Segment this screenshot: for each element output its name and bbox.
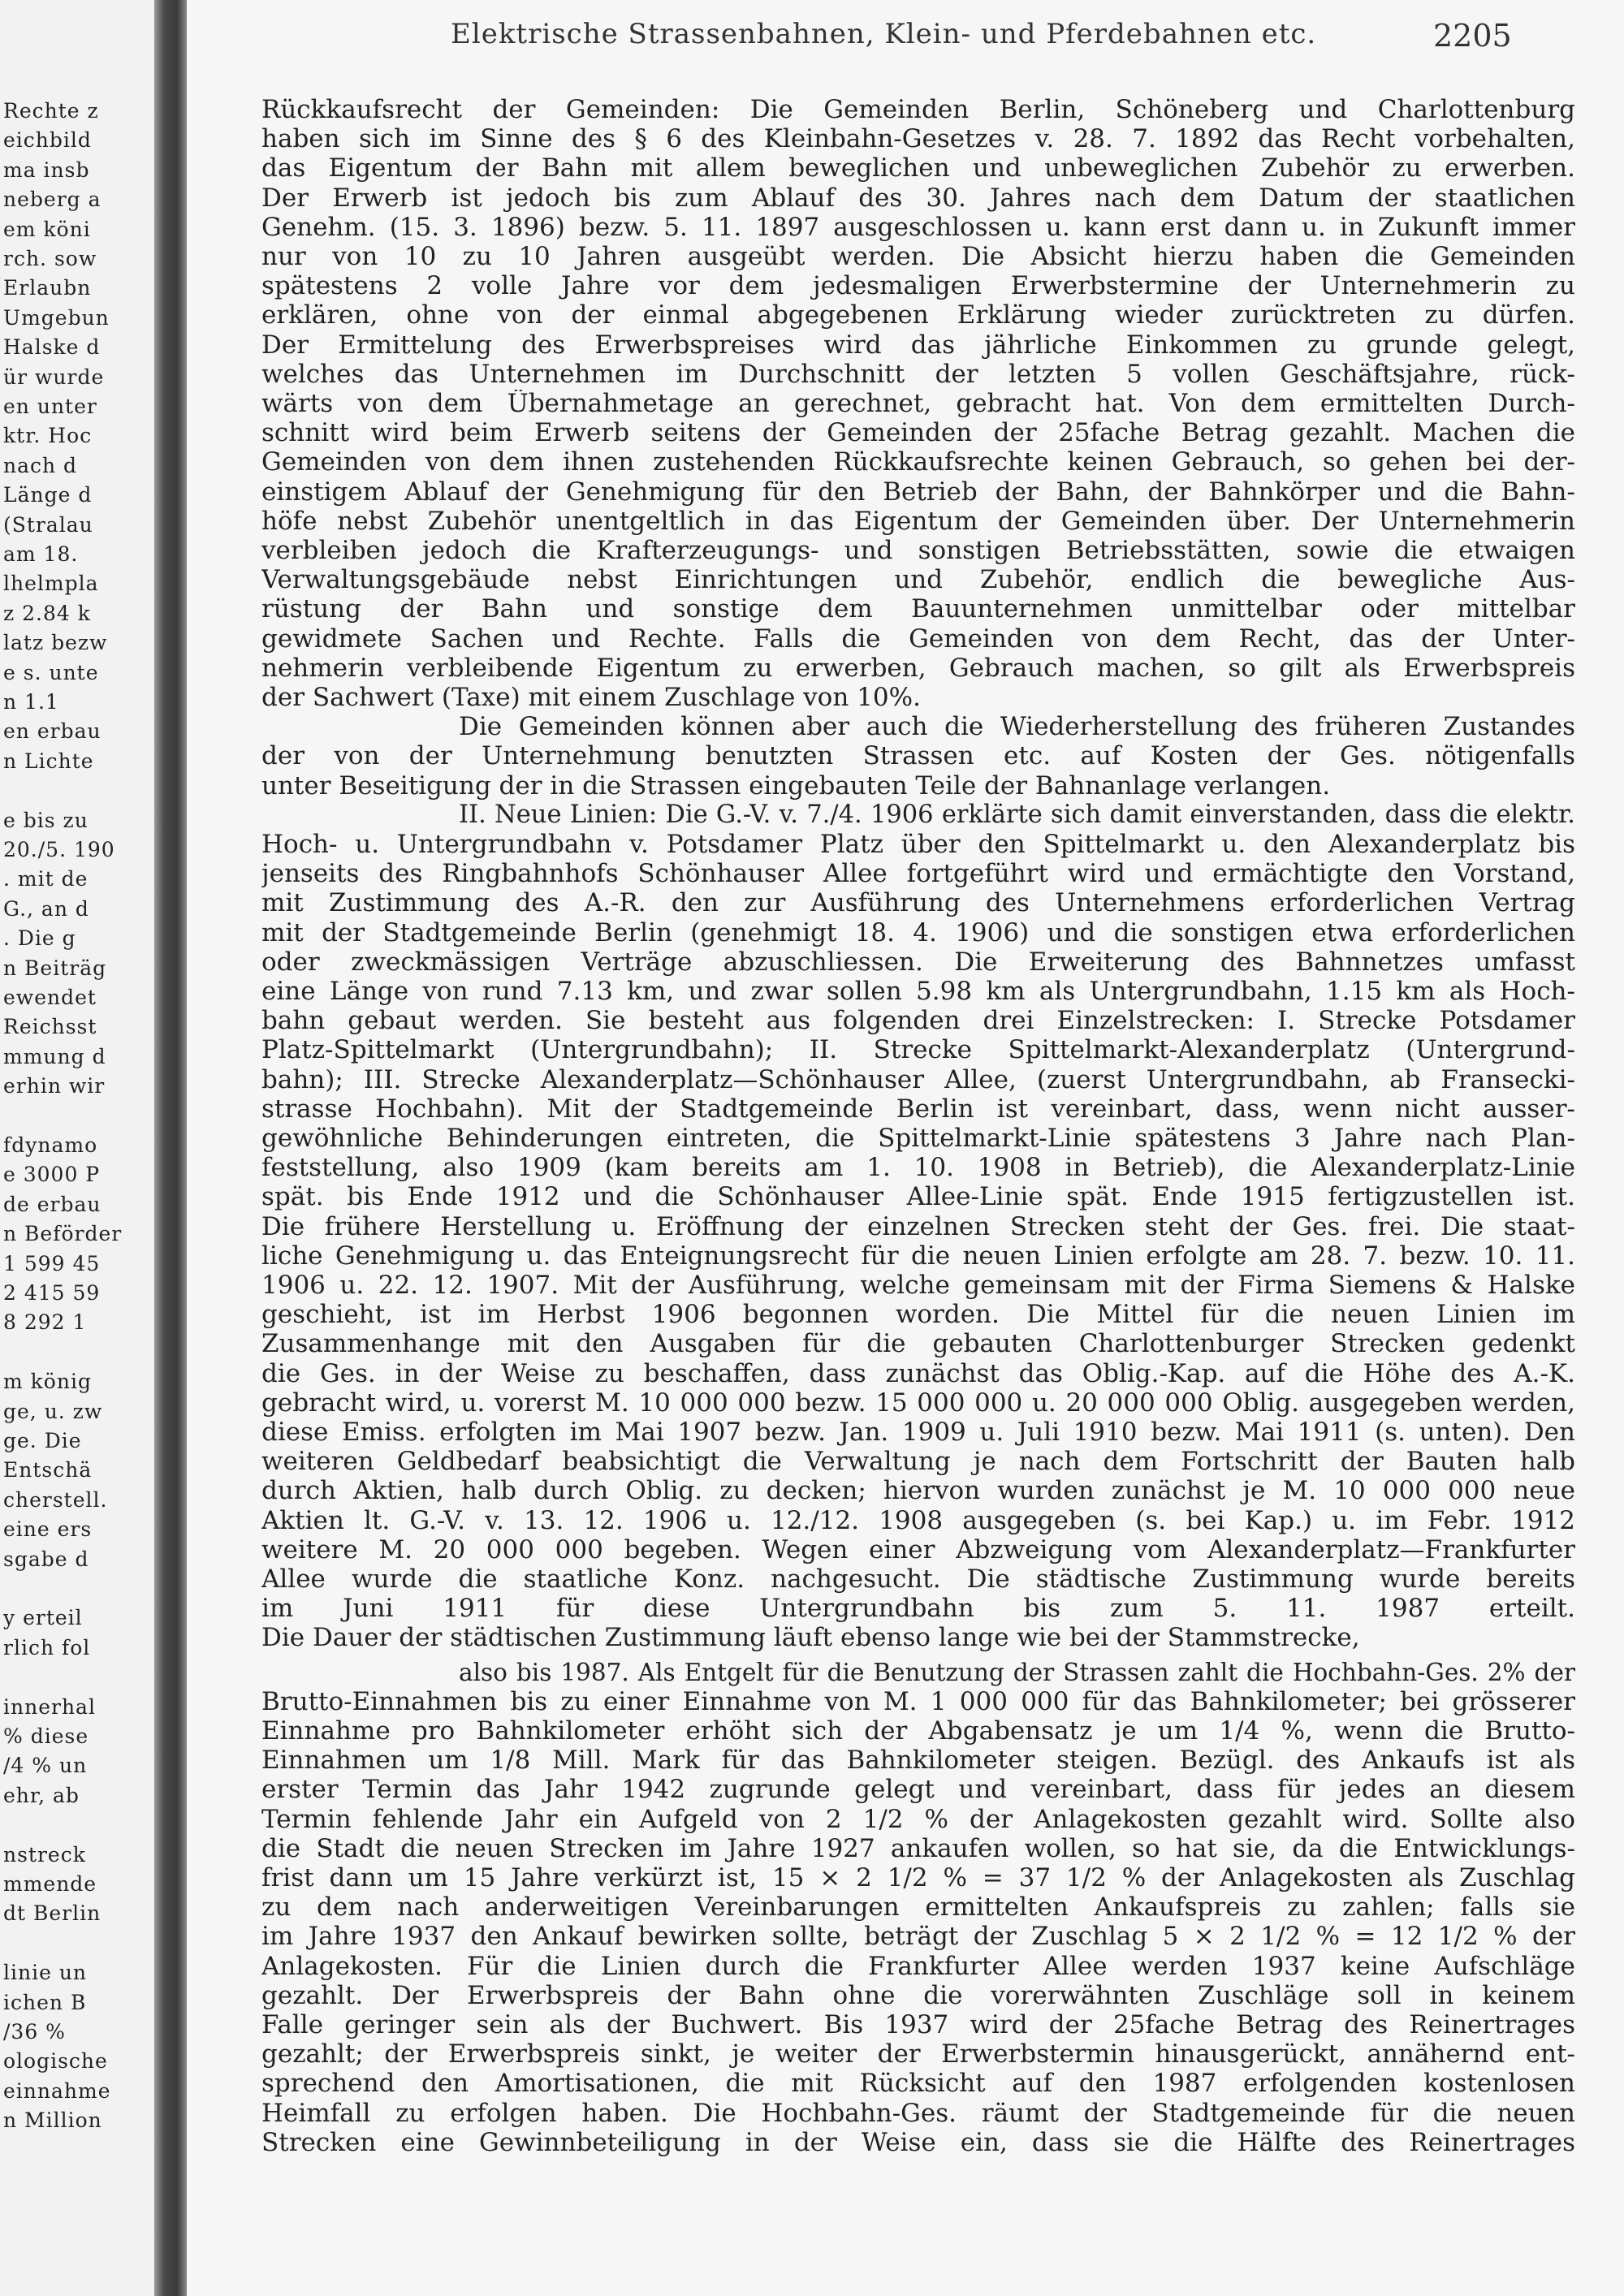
text-line: Die Gemeinden können aber auch die Wiederherstellung des früheren Zustandes: [459, 713, 1575, 741]
text-line: jenseits des Ringbahnhofs Schönhauser Allee fortgeführt wird und ermächtigte den Vorstand,: [261, 860, 1575, 888]
text-line: verbleiben jedoch die Krafterzeugungs- und sonstigen Betriebsstätten, sowie die etwaigen: [261, 537, 1575, 564]
left-page-fragment: fdynamo: [3, 1133, 98, 1157]
book-gutter: [154, 0, 187, 2296]
left-page-fragment: sgabe d: [3, 1547, 89, 1571]
text-line: im Juni 1911 für diese Untergrundbahn bis zum 5. 11. 1987 erteilt.: [261, 1595, 1575, 1623]
left-page-fragment: einnahme: [3, 2078, 111, 2103]
text-line: frist dann um 15 Jahre verkürzt ist, 15 × 2 1/2 % = 37 1/2 % der Anlagekosten als Zuschlag: [261, 1864, 1575, 1892]
left-page-fragment: n Beförder: [3, 1222, 123, 1246]
left-page-fragment: e s. unte: [3, 660, 99, 684]
left-page-fragment: Halske d: [3, 335, 101, 360]
left-page-fragment: ge, u. zw: [3, 1399, 103, 1423]
text-line: Der Erwerb ist jedoch bis zum Ablauf des 30. Jahres nach dem Datum der staatlichen: [261, 183, 1575, 212]
text-line: die Stadt die neuen Strecken im Jahre 1927 ankaufen wollen, so hat sie, da die Entwicklungs-: [261, 1834, 1575, 1862]
left-page-fragment: ologische: [3, 2049, 108, 2074]
left-page-fragment: G., an d: [3, 896, 89, 921]
text-line: feststellung, also 1909 (kam bereits am 1. 10. 1908 in Betrieb), die Alexanderplatz-Linie: [261, 1154, 1575, 1182]
left-page-fragment: % diese: [3, 1724, 89, 1748]
left-page-fragment: ehr, ab: [3, 1783, 80, 1807]
text-line: Hoch- u. Untergrundbahn v. Potsdamer Platz über den Spittelmarkt u. den Alexanderplatz bis: [261, 831, 1575, 858]
left-page-fragment: mmende: [3, 1872, 97, 1896]
text-line: durch Aktien, halb durch Oblig. zu decken; hiervon wurden zunächst je M. 10 000 000 neue: [261, 1477, 1575, 1505]
text-line: schnitt wird beim Erwerb seitens der Gemeinden der 25fache Betrag gezahlt. Machen die: [261, 419, 1575, 447]
text-line: erster Termin das Jahr 1942 zugrunde gelegt und vereinbart, dass für jedes an diesem: [261, 1776, 1575, 1804]
left-page-fragment: n Beiträg: [3, 956, 107, 980]
text-line: mit Zustimmung des A.-R. den zur Ausführung des Unternehmens erforderlichen Vertrag: [261, 889, 1575, 917]
left-page-fragment: ewendet: [3, 986, 97, 1009]
left-page-fragment: Rechte z: [3, 99, 99, 123]
text-line: der von der Unternehmung benutzten Strassen etc. auf Kosten der Ges. nötigenfalls: [261, 742, 1575, 770]
text-line: gezahlt; der Erwerbspreis sinkt, je weiter der Erwerbstermin hinausgerückt, annähernd ent-: [261, 2040, 1575, 2069]
text-line: Platz-Spittelmarkt (Untergrundbahn); II. Strecke Spittelmarkt-Alexanderplatz (Untergrund-: [261, 1036, 1575, 1064]
left-page-fragment: lhelmpla: [3, 572, 99, 596]
left-page-fragment: nstreck: [3, 1842, 86, 1867]
text-line: diese Emiss. erfolgten im Mai 1907 bezw. Jan. 1909 u. Juli 1910 bezw. Mai 1911 (s. unten). Den: [261, 1418, 1575, 1446]
text-line: Genehm. (15. 3. 1896) bezw. 5. 11. 1897 ausgeschlossen u. kann erst dann u. in Zukunft immer: [261, 213, 1575, 241]
left-page-fragment: ge. Die: [3, 1429, 82, 1452]
left-page-fragment: ktr. Hoc: [3, 424, 93, 448]
left-page-fragment: en erbau: [3, 719, 102, 744]
text-line: weiteren Geldbedarf beabsichtigt die Verwaltung je nach dem Fortschritt der Bauten halb: [261, 1448, 1575, 1476]
left-page-fragment: n 1.1: [3, 690, 59, 714]
left-page-fragment: eine ers: [3, 1517, 93, 1542]
left-page-fragment: Reichsst: [3, 1015, 97, 1039]
left-page-fragment: y erteil: [3, 1606, 83, 1630]
text-line: sprechend den Amortisationen, die mit Rücksicht auf den 1987 erfolgenden kostenlosen: [261, 2069, 1575, 2098]
left-page-fragment: dt Berlin: [3, 1901, 102, 1926]
left-page-fragment: am 18.: [3, 542, 79, 566]
text-line: Die Dauer der städtischen Zustimmung läuft ebenso lange wie bei der Stammstrecke,: [261, 1624, 1360, 1652]
left-page-fragment: em köni: [3, 217, 91, 241]
left-page-fragment: latz bezw: [3, 631, 108, 655]
left-page-fragment: innerhal: [3, 1694, 96, 1719]
text-line: Die frühere Herstellung u. Eröffnung der einzelnen Strecken steht der Ges. frei. Die staat-: [261, 1212, 1575, 1241]
text-line: rüstung der Bahn und sonstige dem Bauunternehmen unmittelbar oder mittelbar: [261, 595, 1575, 624]
text-line: mit der Stadtgemeinde Berlin (genehmigt 18. 4. 1906) und die sonstigen etwa erforderlichen: [261, 918, 1575, 947]
page-number: 2205: [1433, 18, 1512, 54]
text-line: Zusammenhange mit den Ausgaben für die gebauten Charlottenburger Strecken gedenkt: [261, 1330, 1575, 1358]
left-page-fragment: nach d: [3, 453, 78, 477]
left-page-fragment: z 2.84 k: [3, 601, 91, 625]
text-line: Allee wurde die staatliche Konz. nachgesucht. Die städtische Zustimmung wurde bereits: [261, 1565, 1575, 1593]
left-page-fragment: 20./5. 190: [3, 838, 115, 861]
left-page-fragment: Erlaubn: [3, 276, 92, 300]
text-line: spätestens 2 volle Jahre vor dem jedesmaligen Erwerbstermine der Unternehmerin zu: [261, 272, 1575, 300]
text-line: das Eigentum der Bahn mit allem beweglichen und unbeweglichen Zubehör zu erwerben.: [261, 154, 1575, 183]
text-line: Gemeinden von dem ihnen zustehenden Rückkaufsrechte keinen Gebrauch, so gehen bei der-: [261, 448, 1575, 477]
left-page-fragment: 8 292 1: [3, 1310, 87, 1335]
left-page-fragment: e 3000 P: [3, 1163, 101, 1187]
text-line: Termin fehlende Jahr ein Aufgeld von 2 1/2 % der Anlagekosten gezahlt wird. Sollte also: [261, 1805, 1575, 1833]
text-line: nur von 10 zu 10 Jahren ausgeübt werden. Die Absicht hierzu haben die Gemeinden: [261, 243, 1575, 270]
left-page-fragment: m könig: [3, 1370, 92, 1394]
text-line: welches das Unternehmen im Durchschnitt der letzten 5 vollen Geschäftsjahre, rück-: [261, 360, 1575, 388]
left-page-fragment: 2 415 59: [3, 1281, 101, 1305]
text-line: Anlagekosten. Für die Linien durch die Frankfurter Allee werden 1937 keine Aufschläge: [261, 1952, 1575, 1980]
left-page-fragment: 1 599 45: [3, 1251, 101, 1275]
left-page-fragment: linie un: [3, 1961, 88, 1985]
text-line: Heimfall zu erfolgen haben. Die Hochbahn-Ges. räumt der Stadtgemeinde für die neuen: [261, 2099, 1575, 2127]
text-line: geschieht, ist im Herbst 1906 begonnen worden. Die Mittel für die neuen Linien im: [261, 1301, 1575, 1329]
text-line: höfe nebst Zubehör unentgeltlich in das Eigentum der Gemeinden über. Der Unternehmerin: [261, 507, 1575, 535]
left-page-fragment: . mit de: [3, 867, 89, 891]
text-line: Falle geringer sein als der Buchwert. Bis 1937 wird der 25fache Betrag des Reinertrages: [261, 2011, 1575, 2039]
text-line: erklären, ohne von der einmal abgegebenen Erklärung wieder zurücktreten zu dürfen.: [261, 301, 1575, 330]
text-line: II. Neue Linien: Die G.-V. v. 7./4. 1906 erklärte sich damit einverstanden, dass die elektr.: [459, 801, 1575, 829]
text-line: gezahlt. Der Erwerbspreis der Bahn ohne die vorerwähnten Zuschläge soll in keinem: [261, 1981, 1575, 2009]
left-page-fragment: rch. sow: [3, 247, 97, 270]
text-line: Aktien lt. G.-V. v. 13. 12. 1906 u. 12./12. 1908 ausgegeben (s. bei Kap.) u. im Febr. 1912: [261, 1506, 1575, 1534]
text-line: 1906 u. 22. 12. 1907. Mit der Ausführung, welche gemeinsam mit der Firma Siemens & Halske: [261, 1271, 1575, 1299]
left-page-fragment: de erbau: [3, 1192, 102, 1216]
left-page-fragment: n Million: [3, 2108, 102, 2133]
text-line: die Ges. in der Weise zu beschaffen, dass zunächst das Oblig.-Kap. auf die Höhe des A.-K.: [261, 1359, 1575, 1388]
left-page-fragment: eichbild: [3, 128, 92, 153]
text-line: weitere M. 20 000 000 begeben. Wegen einer Abzweigung vom Alexanderplatz—Frankfurter: [261, 1535, 1575, 1564]
text-line: nehmerin verbleibende Eigentum zu erwerben, Gebrauch machen, so gilt als Erwerbspreis: [261, 654, 1575, 682]
left-page-fragment: /36 %: [3, 2020, 66, 2044]
left-page-fragment: . Die g: [3, 926, 76, 951]
text-line: also bis 1987. Als Entgelt für die Benutzung der Strassen zahlt die Hochbahn-Ges. 2% der: [459, 1658, 1575, 1686]
left-page-fragment: rlich fol: [3, 1635, 91, 1659]
left-page-fragment: ma insb: [3, 158, 90, 182]
text-line: im Jahre 1937 den Ankauf bewirken sollte, beträgt der Zuschlag 5 × 2 1/2 % = 12 1/2 % der: [261, 1923, 1575, 1951]
left-page-fragment: mmung d: [3, 1044, 106, 1068]
text-line: strasse Hochbahn). Mit der Stadtgemeinde Berlin ist vereinbart, dass, wenn nicht ausser-: [261, 1094, 1575, 1123]
text-line: spät. bis Ende 1912 und die Schönhauser Allee-Linie spät. Ende 1915 fertigzustellen ist.: [261, 1183, 1575, 1211]
text-line: eine Länge von rund 7.13 km, und zwar sollen 5.98 km als Untergrundbahn, 1.15 km als Hoch-: [261, 978, 1575, 1005]
text-line: Verwaltungsgebäude nebst Einrichtungen und Zubehör, endlich die bewegliche Aus-: [261, 566, 1575, 594]
text-line: zu dem nach anderweitigen Vereinbarungen ermittelten Ankaufspreis zu zahlen; falls sie: [261, 1893, 1575, 1922]
text-line: gebracht wird, u. vorerst M. 10 000 000 bezw. 15 000 000 u. 20 000 000 Oblig. ausgegeben werden,: [261, 1388, 1575, 1417]
text-line: Brutto-Einnahmen bis zu einer Einnahme von M. 1 000 000 für das Bahnkilometer; bei grösserer: [261, 1687, 1575, 1716]
left-page-fragment: n Lichte: [3, 749, 94, 773]
text-line: gewidmete Sachen und Rechte. Falls die Gemeinden von dem Recht, das der Unter-: [261, 624, 1575, 653]
left-page-margin: [0, 0, 154, 2296]
text-line: der Sachwert (Taxe) mit einem Zuschlage von 10%.: [261, 684, 921, 711]
left-page-fragment: cherstell.: [3, 1487, 108, 1512]
text-line: gewöhnliche Behinderungen eintreten, die Spittelmarkt-Linie spätestens 3 Jahre nach Plan-: [261, 1124, 1575, 1152]
left-page-fragment: neberg a: [3, 188, 102, 212]
left-page-fragment: ür wurde: [3, 365, 105, 389]
text-line: Der Ermittelung des Erwerbspreises wird das jährliche Einkommen zu grunde gelegt,: [261, 330, 1575, 359]
running-head: Elektrische Strassenbahnen, Klein- und Pferdebahnen etc.: [451, 18, 1317, 50]
left-page-fragment: ichen B: [3, 1990, 87, 2014]
text-line: Einnahme pro Bahnkilometer erhöht sich der Abgabensatz je um 1/4 %, wenn die Brutto-: [261, 1717, 1575, 1745]
left-page-fragment: Entschä: [3, 1458, 93, 1482]
text-line: bahn gebaut werden. Sie besteht aus folgenden drei Einzelstrecken: I. Strecke Potsdamer: [261, 1007, 1575, 1035]
text-line: einstigem Ablauf der Genehmigung für den Betrieb der Bahn, der Bahnkörper und die Bahn-: [261, 477, 1575, 506]
left-page-fragment: en unter: [3, 395, 97, 418]
text-line: wärts von dem Übernahmetage an gerechnet, gebracht hat. Von dem ermittelten Durch-: [261, 390, 1575, 417]
left-page-fragment: (Stralau: [3, 512, 93, 537]
main-page: [187, 0, 1624, 2296]
left-page-fragment: Länge d: [3, 483, 93, 507]
text-line: Einnahmen um 1/8 Mill. Mark für das Bahnkilometer steigen. Bezügl. des Ankaufs ist als: [261, 1746, 1575, 1775]
text-line: liche Genehmigung u. das Enteignungsrecht für die neuen Linien erfolgte am 28. 7. bezw. 10. 11.: [261, 1241, 1575, 1270]
left-page-fragment: e bis zu: [3, 808, 89, 832]
text-line: oder zweckmässigen Verträge abzuschliessen. Die Erweiterung des Bahnnetzes umfasst: [261, 947, 1575, 976]
left-page-fragment: erhin wir: [3, 1074, 106, 1098]
text-line: haben sich im Sinne des § 6 des Kleinbahn-Gesetzes v. 28. 7. 1892 das Recht vorbehalten,: [261, 125, 1575, 153]
text-line: bahn); III. Strecke Alexanderplatz—Schönhauser Allee, (zuerst Untergrundbahn, ab Fransecki-: [261, 1065, 1575, 1094]
left-page-fragment: /4 % un: [3, 1754, 88, 1778]
text-line: Strecken eine Gewinnbeteiligung in der Weise ein, dass sie die Hälfte des Reinertrages: [261, 2128, 1575, 2156]
text-line: Rückkaufsrecht der Gemeinden: Die Gemeinden Berlin, Schöneberg und Charlottenburg: [261, 96, 1575, 123]
left-page-fragment: Umgebun: [3, 305, 110, 330]
text-line: unter Beseitigung der in die Strassen eingebauten Teile der Bahnanlage verlangen.: [261, 771, 1331, 800]
